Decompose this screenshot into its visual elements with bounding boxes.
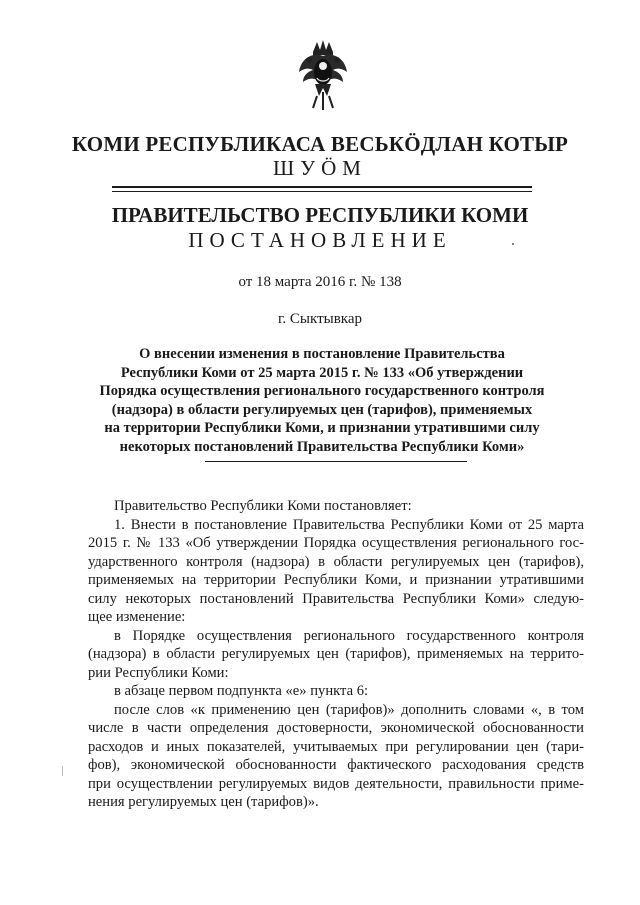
body-line: при осуществлении регулируемых видов деятельности, правильности приме-: [88, 775, 584, 792]
header-divider-thick: [112, 186, 532, 188]
body-line: Правительство Республики Коми постановляет:: [114, 498, 412, 514]
title-line: (надзора) в области регулируемых цен (тарифов), применяемых: [111, 401, 533, 418]
body-line: нения регулируемых цен (тарифов)».: [88, 794, 319, 810]
org-name-komi: КОМИ РЕСПУБЛИКАСА ВЕСЬКӦДЛАН КОТЫР: [71, 132, 569, 156]
body-line: 1. Внести в постановление Правительства Республики Коми от 25 марта: [114, 516, 584, 533]
body-line: в Порядке осуществления регионального государственного контроля: [114, 627, 584, 644]
title-line: Республики Коми от 25 марта 2015 г. № 133 «Об утверждении: [120, 364, 524, 381]
coat-of-arms-icon: [295, 38, 351, 112]
document-body: [88, 497, 584, 812]
margin-mark: [62, 766, 63, 776]
body-line: силу некоторых постановлений Правительства Республики Коми» следую-: [88, 590, 584, 607]
header-divider-thin: [112, 191, 532, 192]
body-line: после слов «к применению цен (тарифов)» дополнить словами «, в том: [114, 701, 584, 718]
body-line: фов), экономической обоснованности фактического расходования средств: [88, 757, 584, 773]
title-line: на территории Республики Коми, и признании утратившими силу: [104, 420, 540, 437]
title-line: некоторых постановлений Правительства Республики Коми»: [119, 438, 525, 455]
body-line: в абзаце первом подпункта «е» пункта 6:: [114, 683, 369, 699]
document-title: [92, 345, 552, 457]
body-line: числе в части определения достоверности, экономической обоснованности: [88, 720, 584, 736]
doc-type-komi: ШУӦМ: [273, 156, 367, 180]
org-name-russian: ПРАВИТЕЛЬСТВО РЕСПУБЛИКИ КОМИ: [111, 203, 529, 227]
title-underline: [205, 461, 467, 462]
body-line: применяемых на территории Республики Коми, и признании утратившими: [88, 572, 584, 588]
scan-speck: [512, 243, 514, 245]
city: г. Сыктывкар: [277, 311, 363, 327]
body-line: щее изменение:: [88, 609, 186, 625]
title-line: Порядка осуществления регионального государственного контроля: [99, 383, 545, 400]
title-line: О внесении изменения в постановление Правительства: [139, 346, 505, 362]
date-and-number: от 18 марта 2016 г. № 138: [238, 274, 402, 290]
body-line: рии Республики Коми:: [88, 664, 229, 681]
doc-type-russian: ПОСТАНОВЛЕНИЕ: [188, 228, 452, 252]
body-line: 2015 г. № 133 «Об утверждении Порядка осуществления регионального гос-: [88, 535, 584, 551]
body-line: ударственного контроля (надзора) в области регулируемых цен (тарифов),: [88, 553, 584, 570]
body-line: расходов и иных показателей, учитываемых при регулировании цен (тари-: [88, 738, 584, 755]
body-line: (надзора) в области регулируемых цен (тарифов), применяемых на террито-: [88, 646, 584, 662]
